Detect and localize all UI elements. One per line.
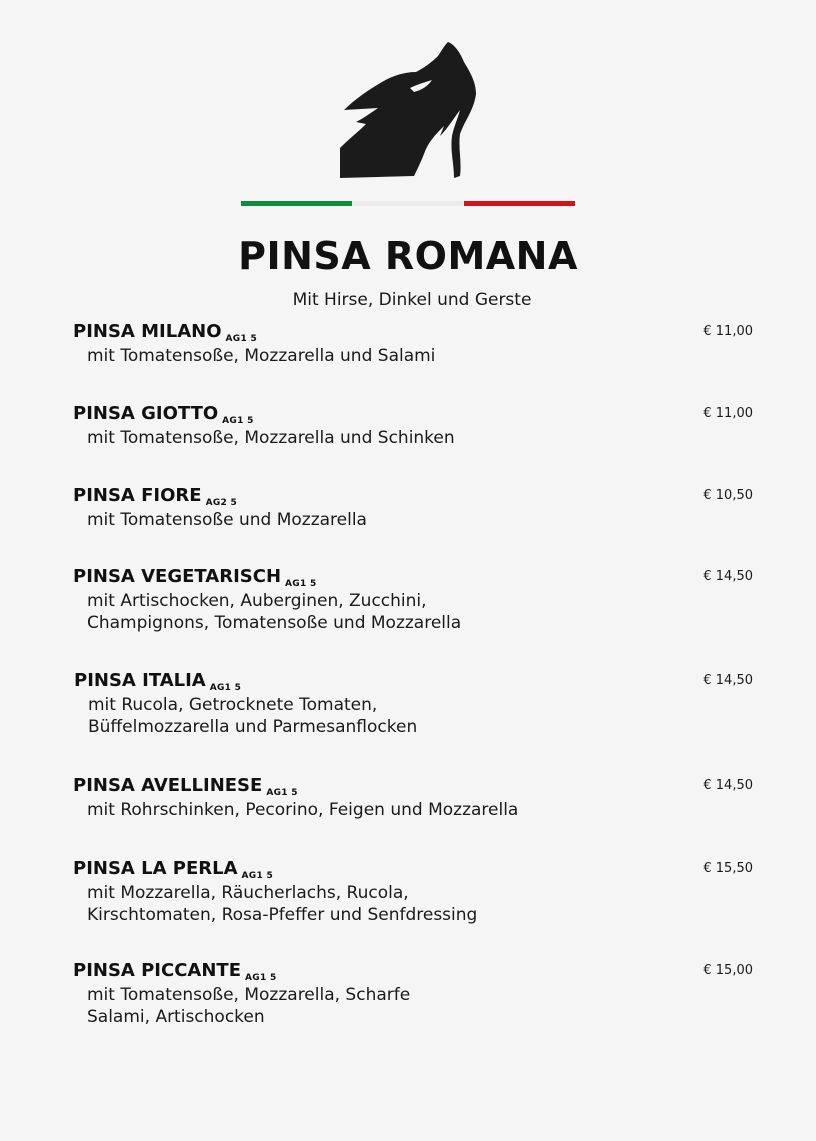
allergen-tag: AG1 5	[266, 788, 298, 798]
item-price: € 14,50	[703, 569, 753, 584]
allergen-tag: AG1 5	[225, 334, 258, 344]
item-description: mit Rucola, Getrocknete Tomaten, Büffelmozzarella und Parmesanflocken	[88, 695, 418, 737]
menu-item	[73, 567, 753, 634]
flag-green	[241, 201, 352, 206]
item-description: mit Tomatensoße und Mozzarella	[87, 510, 367, 530]
item-description: mit Tomatensoße, Mozzarella und Schinken	[87, 428, 455, 448]
flag-red	[464, 201, 575, 206]
item-price: € 10,50	[703, 488, 753, 503]
item-name: PINSA PICCANTE	[73, 960, 241, 981]
item-name: PINSA LA PERLA	[73, 858, 238, 879]
item-price: € 15,00	[703, 963, 753, 978]
menu-item	[73, 776, 753, 821]
item-price: € 14,50	[703, 673, 753, 688]
item-price: € 14,50	[703, 778, 753, 793]
item-price: € 15,50	[703, 861, 753, 876]
italian-flag-stripe	[241, 201, 575, 206]
item-name: PINSA AVELLINESE	[73, 775, 263, 796]
menu-item	[73, 486, 753, 531]
item-name: PINSA ITALIA	[74, 670, 206, 691]
allergen-tag: AG1 5	[209, 683, 242, 693]
item-price: € 11,00	[703, 324, 753, 339]
item-description: mit Rohrschinken, Pecorino, Feigen und Mozzarella	[87, 800, 519, 820]
menu-item	[73, 961, 753, 1028]
allergen-tag: AG1 5	[245, 973, 277, 983]
page-subtitle: Mit Hirse, Dinkel und Gerste	[292, 290, 532, 310]
item-price: € 11,00	[703, 406, 753, 421]
item-name: PINSA FIORE	[73, 485, 202, 506]
item-description: mit Tomatensoße, Mozzarella, Scharfe Salami, Artischocken	[87, 985, 411, 1027]
menu-item	[73, 322, 753, 367]
flag-white	[352, 201, 463, 206]
allergen-tag: AG1 5	[222, 416, 254, 426]
wolf-logo-icon	[336, 38, 484, 180]
item-name: PINSA GIOTTO	[73, 403, 219, 424]
menu-item	[74, 671, 753, 738]
allergen-tag: AG2 5	[205, 498, 238, 508]
menu-item	[73, 404, 753, 449]
item-description: mit Artischocken, Auberginen, Zucchini, Champignons, Tomatensoße und Mozzarella	[87, 591, 462, 633]
item-description: mit Mozzarella, Räucherlachs, Rucola, Kirschtomaten, Rosa-Pfeffer und Senfdressing	[87, 883, 478, 925]
page-title: PINSA ROMANA	[238, 234, 578, 278]
item-name: PINSA VEGETARISCH	[73, 566, 282, 587]
item-name: PINSA MILANO	[73, 321, 222, 342]
allergen-tag: AG1 5	[241, 871, 274, 881]
allergen-tag: AG1 5	[285, 579, 317, 589]
menu-item	[73, 859, 753, 926]
item-description: mit Tomatensoße, Mozzarella und Salami	[87, 346, 436, 366]
